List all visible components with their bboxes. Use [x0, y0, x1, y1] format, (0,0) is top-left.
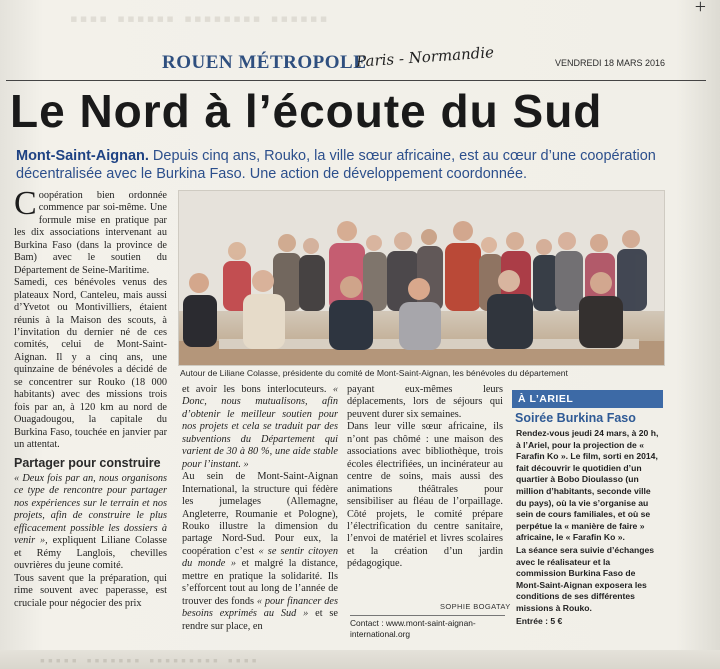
body-text: expliquent Liliane Colasse et Rémy Langlois, chevilles ouvrières du jeune comité.: [14, 535, 167, 572]
header-rule: [6, 80, 706, 81]
article-column-2: [182, 384, 338, 633]
body-paragraph: Dans leur ville sœur africaine, ils n’ont pas chômé : une maison des associations avec bibliothèque, trois écoles électrifiées, un incinérateur au centre de soins, mais aussi des animations théâtrales pour sensibiliser au fléau de l’orpaillage. Côté projets, le comité prépare l’électrification du centre sanitaire, l’envoi de matériel et livres scolaires et la création d’un jardin pédagogique.: [347, 421, 503, 570]
group-photo-illustration: [179, 191, 665, 366]
sidebar-paragraph: La séance sera suivie d’échanges avec le réalisateur et la commission Burkina Faso de Mont-Saint-Aignan exposera les conditions de ses différentes missions à Rouko.: [516, 544, 655, 613]
photo-caption: Autour de Liliane Colasse, présidente du comité de Mont-Saint-Aignan, les bénévoles du département: [180, 368, 568, 378]
lead-place: Mont-Saint-Aignan.: [16, 148, 149, 164]
group-photo: [178, 190, 665, 366]
sidebar-tag: À L’ARIEL: [512, 390, 663, 408]
body-paragraph: Samedi, ces bénévoles venus des plateaux Nord, Canteleu, mais aussi d’Yvetot ou Montivilliers, étaient réunis à la Maison des scouts, à l’invitation du dernier né de ces comités, celui de Mont-Saint-Aignan. Il y a cinq ans, une quinzaine de bénévoles a décidé de se concentrer sur Rouko (18 000 habitants) avec des missions trois fois par an, à 120 km au nord de Ouagadougou, la capitale du Burkina Faso, touchée en janvier par un attentat.: [14, 277, 167, 451]
lead-text: Depuis cinq ans, Rouko, la ville sœur africaine, est au cœur d’une coopération décentralisée avec le Burkina Faso. Une action de développement coordonnée.: [16, 148, 656, 182]
lead-paragraph: [16, 147, 696, 183]
body-text: et se rendre sur place, en: [182, 608, 338, 632]
bleed-through-footer: ▪▪▪▪▪ ▪▪▪▪▪▪▪ ▪▪▪▪▪▪▪▪▪ ▪▪▪▪: [0, 650, 720, 669]
body-text: et malgré la distance, mettre en pratique la solidarité. Ils s’efforcent tout au long de l’année de trouver des fonds: [182, 558, 339, 607]
drop-cap: C: [14, 185, 37, 222]
bleed-through-text: ▪▪▪▪ ▪▪▪▪▪▪ ▪▪▪▪▪▪▪▪ ▪▪▪▪▪▪: [70, 6, 330, 31]
article-column-1: [14, 185, 167, 610]
quote: « Deux fois par an, nous organisons ce type de rencontre pour partager nos expériences sur le terrain et nos projets, afin de construire le plus efficacement possible les dossiers à venir »,: [14, 472, 167, 547]
issue-date: VENDREDI 18 MARS 2016: [554, 58, 665, 68]
quote: « pour financer des besoins exprimés au Sud »: [182, 595, 338, 620]
headline: Le Nord à l’écoute du Sud: [10, 85, 603, 137]
body-text: et avoir les bons interlocuteurs.: [182, 384, 327, 395]
quote: « se sentir citoyen du monde »: [182, 545, 338, 570]
sidebar-paragraph: Entrée : 5 €: [516, 615, 563, 626]
quote: « Donc, nous mutualisons, afin d’obtenir le meilleur soutien pour nos projets et cela se traduit par des subventions du Département qui varient de 30 à 80 %, une aide stable pour l’instant. »: [182, 384, 338, 470]
body-paragraph: Tous savent que la préparation, qui rime souvent avec paperasse, est cruciale pour négocier des prix: [14, 572, 167, 609]
sidebar-paragraph: Rendez-vous jeudi 24 mars, à 20 h, à l’Ariel, pour la projection de « Farafin Ko ». Le film, sorti en 2014, fait découvrir le quotidien d’un quartier à Bobo Dioulasso (un million d’habitants, seconde ville du pays), où la vie s’organise au sein de cours familiales, et où se perpétue la « manière de faire » africaine, le « Farafin Ko ».: [516, 428, 659, 543]
body-text: Au sein de Mont-Saint-Aignan International, la structure qui fédère les jumelages (Allemagne, Angleterre, Roumanie et Pologne), Rouko illustre la dimension du partage Nord-Sud. Pour eux, la coopération c’est: [182, 471, 338, 557]
sidebar-title: Soirée Burkina Faso: [515, 411, 636, 425]
article-column-3: [347, 384, 503, 571]
subheading: Partager pour construire: [14, 455, 161, 470]
contact-line: Contact : www.mont-saint-aignan-international.org: [350, 615, 505, 640]
body-paragraph: payant eux-mêmes leurs déplacements, lors de séjours qui peuvent durer six semaines.: [347, 384, 503, 420]
handwritten-note: Paris - Normandie: [355, 43, 495, 71]
sidebar-body: [512, 428, 663, 627]
corner-mark-icon: +: [694, 0, 706, 18]
page-header: [10, 43, 705, 78]
byline: SOPHIE BOGATAY: [440, 602, 511, 611]
body-paragraph: oopération bien ordonnée commence par soi-même. Une formule mise en pratique par les dix associations intervenant au Burkina Faso (dans la province de Bam) avec le soutien du Département de Seine-Maritime.: [14, 190, 167, 276]
event-sidebar: [512, 390, 663, 642]
section-title: ROUEN MÉTROPOLE: [162, 52, 367, 73]
